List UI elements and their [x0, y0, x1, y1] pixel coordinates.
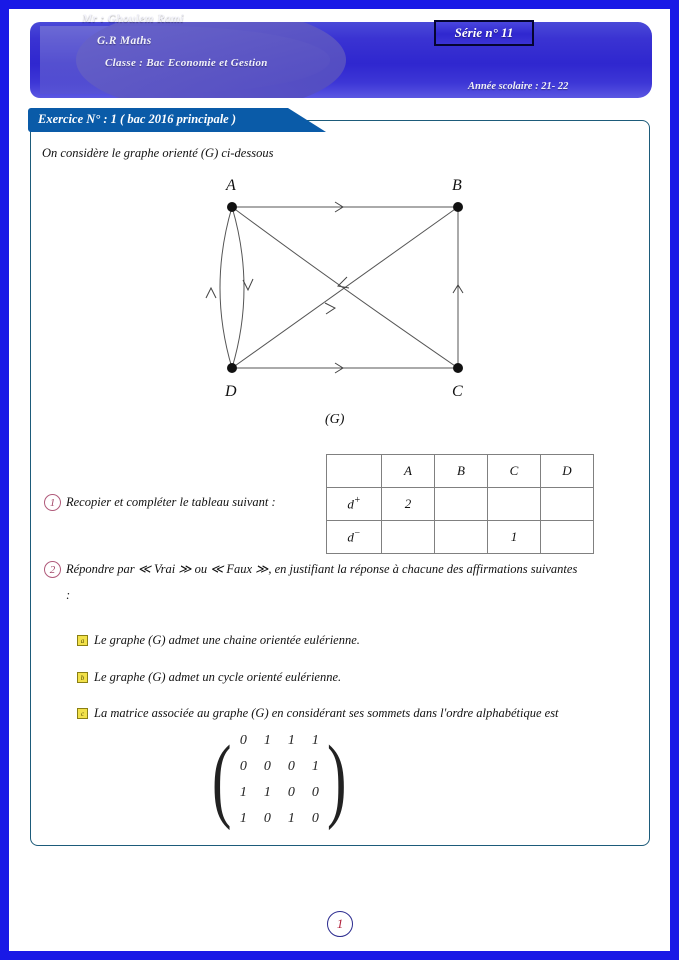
- exercise-title-bar-tail: [288, 108, 326, 132]
- table-row: [327, 488, 594, 521]
- cell-dminus-C: 1: [488, 521, 541, 554]
- question-2-item-b: Le graphe (G) admet un cycle orienté eulérienne.: [94, 670, 342, 684]
- question-2-item-c: La matrice associée au graphe (G) en considérant ses sommets dans l'ordre alphabétique est: [94, 706, 559, 720]
- adjacency-matrix: [206, 728, 353, 832]
- edge-A-D: [232, 207, 244, 368]
- table-header-B: B: [435, 455, 488, 488]
- arrow-A-C: [325, 303, 335, 314]
- class-name: Classe : Bac Economie et Gestion: [105, 57, 268, 69]
- matrix-cell: 1: [311, 759, 319, 774]
- edge-D-A: [220, 207, 232, 368]
- matrix-cell: 0: [311, 811, 319, 826]
- matrix-cell: 1: [239, 811, 247, 826]
- table-row: [327, 521, 594, 554]
- question-2-text: Répondre par ≪ Vrai ≫ ou ≪ Faux ≫, en justifiant la réponse à chacune des affirmations suivantes: [66, 562, 578, 576]
- graph-node-label-C: C: [452, 383, 463, 400]
- bullet-icon-a: a: [77, 635, 88, 646]
- matrix-cell: 1: [287, 733, 295, 748]
- matrix-cell: 0: [263, 811, 271, 826]
- graph-node-A: [227, 202, 237, 212]
- question-1-text: Recopier et compléter le tableau suivant :: [66, 495, 276, 509]
- table-corner-cell: [327, 455, 382, 488]
- serie-label: Série n° 11: [454, 25, 514, 40]
- question-2-colon: :: [66, 588, 71, 602]
- cell-dplus-C: [488, 488, 541, 521]
- cell-dplus-B: [435, 488, 488, 521]
- matrix-cell: 0: [287, 785, 295, 800]
- table-header-D: D: [541, 455, 594, 488]
- page-number: 1: [327, 911, 353, 937]
- matrix-row: [231, 780, 327, 806]
- matrix-row: [231, 754, 327, 780]
- bullet-icon-b: b: [77, 672, 88, 683]
- matrix-right-paren: ): [327, 727, 347, 832]
- subject-name: G.R Maths: [97, 35, 152, 47]
- cell-dminus-A: [382, 521, 435, 554]
- degree-table: [326, 454, 594, 554]
- serie-box: [434, 20, 534, 46]
- matrix-cell: 0: [263, 759, 271, 774]
- matrix-cell: 1: [239, 785, 247, 800]
- matrix-cell: 1: [263, 733, 271, 748]
- question-1-number: 1: [44, 494, 61, 511]
- matrix-table: [231, 728, 327, 832]
- table-header-A: A: [382, 455, 435, 488]
- graph-node-C: [453, 363, 463, 373]
- question-2-number: 2: [44, 561, 61, 578]
- table-header-C: C: [488, 455, 541, 488]
- row-label-d-plus: d+: [327, 488, 382, 521]
- matrix-cell: 1: [287, 811, 295, 826]
- matrix-cell: 1: [311, 733, 319, 748]
- bullet-icon-c: c: [77, 708, 88, 719]
- matrix-cell: 0: [287, 759, 295, 774]
- teacher-name: Mr : Ghoulem Rami: [82, 13, 184, 25]
- matrix-cell: 0: [311, 785, 319, 800]
- matrix-cell: 0: [239, 733, 247, 748]
- matrix-cell: 1: [263, 785, 271, 800]
- cell-dminus-D: [541, 521, 594, 554]
- question-2-item-a: Le graphe (G) admet une chaine orientée eulérienne.: [94, 633, 360, 647]
- cell-dplus-A: 2: [382, 488, 435, 521]
- matrix-row: [231, 728, 327, 754]
- exercise-title: Exercice N° : 1 ( bac 2016 principale ): [38, 112, 237, 126]
- matrix-left-paren: (: [211, 727, 232, 832]
- cell-dplus-D: [541, 488, 594, 521]
- matrix-row: [231, 806, 327, 832]
- matrix-cell: 0: [239, 759, 247, 774]
- graph-node-label-A: A: [226, 177, 236, 194]
- table-header-row: [327, 455, 594, 488]
- arrow-D-A: [206, 288, 216, 298]
- graph-node-D: [227, 363, 237, 373]
- school-year-label: Année scolaire : 21- 22: [468, 81, 569, 92]
- directed-graph-diagram: [180, 170, 510, 410]
- graph-node-B: [453, 202, 463, 212]
- graph-caption: (G): [325, 412, 345, 427]
- cell-dminus-B: [435, 521, 488, 554]
- graph-node-label-B: B: [452, 177, 462, 194]
- graph-node-label-D: D: [225, 383, 237, 400]
- exercise-intro-text: On considère le graphe orienté (G) ci-dessous: [42, 146, 274, 160]
- row-label-d-minus: d−: [327, 521, 382, 554]
